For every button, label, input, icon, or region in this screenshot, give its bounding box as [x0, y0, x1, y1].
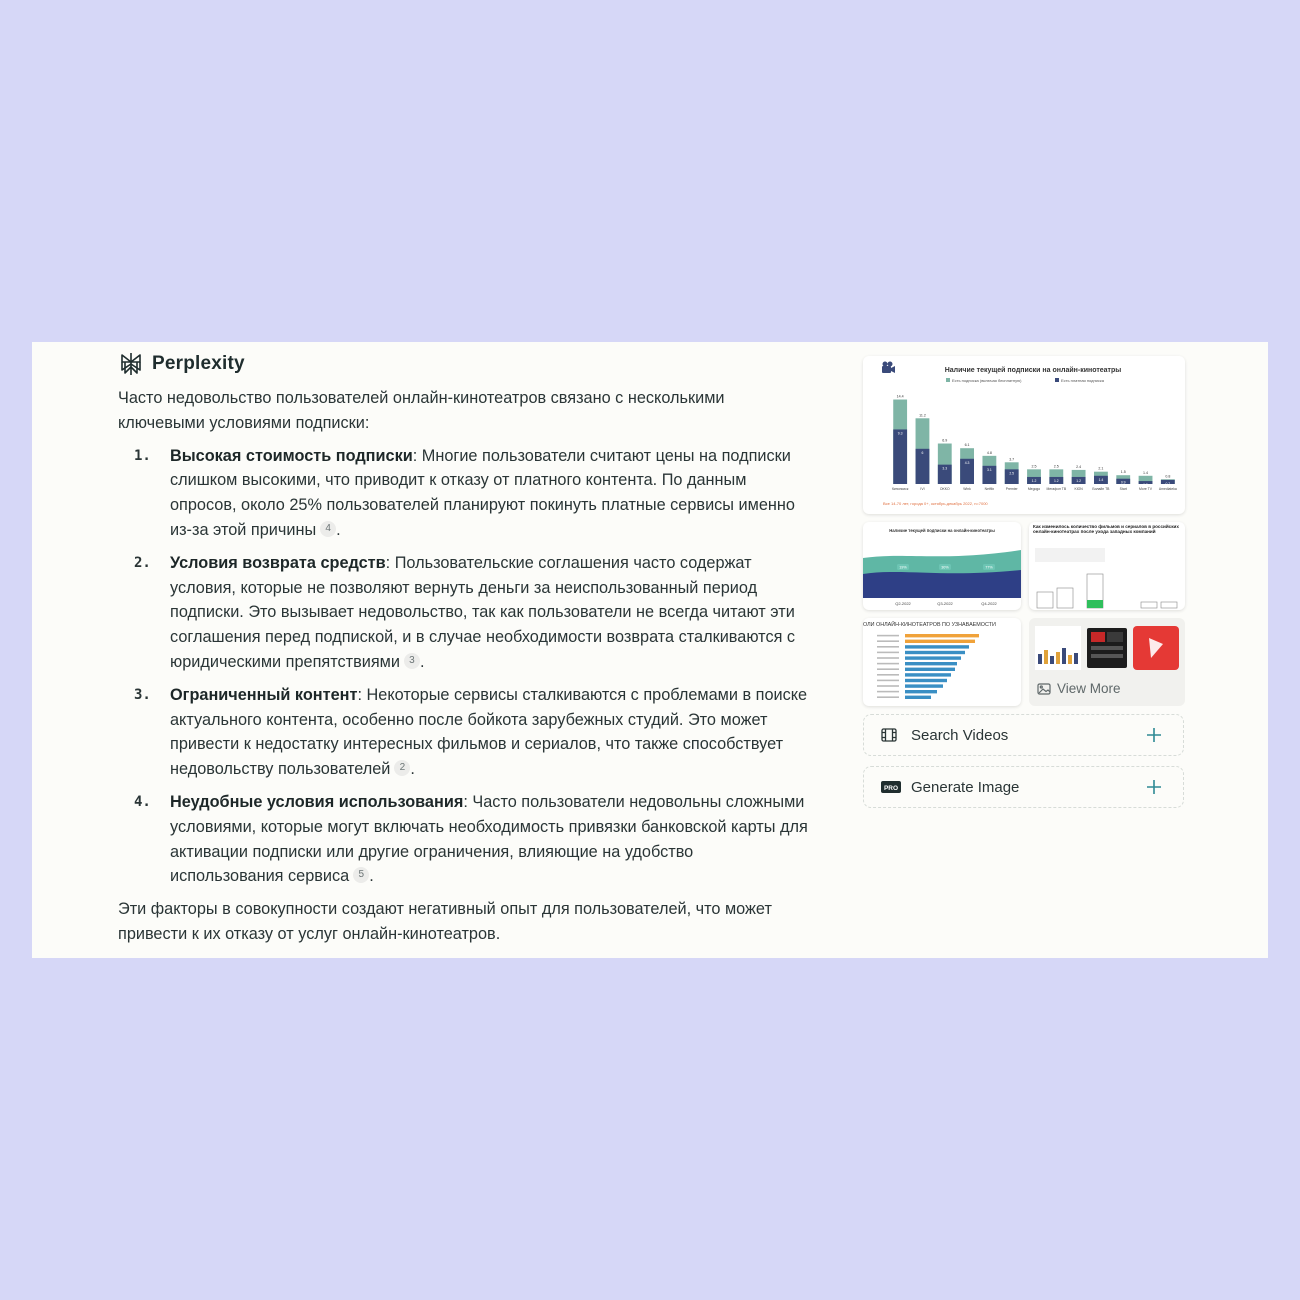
- bar-value-label: 3.7: [1009, 457, 1015, 462]
- bar-value-label: 14.4: [896, 394, 904, 399]
- category-label: KION: [1074, 487, 1083, 491]
- bar-value-label: 11.2: [919, 413, 926, 418]
- search-videos-label: Search Videos: [911, 726, 1009, 744]
- bar-value-label: 1.2: [1031, 478, 1037, 483]
- citation-badge[interactable]: 5: [353, 867, 369, 883]
- list-text: : Некоторые сервисы сталкиваются с проблемами в поиске актуального контента, особенно после бойкота зарубежных студий. Это может привести к недостатку интересных фильмов и сериалов, что также способствует недовольству пользователей: [170, 685, 808, 779]
- view-more-label: View More: [1057, 681, 1121, 696]
- image-icon: [1037, 683, 1051, 695]
- bar-value-label: 4.3: [964, 460, 970, 465]
- thumb3-bar: [1141, 602, 1157, 608]
- perplexity-logo-icon: [120, 352, 142, 376]
- list-text: : Часто пользователи недовольны сложными условиями, которые могут включать необходимость привязки банковской карты для активации подписки или другие ограничения, влияющие на удобство использования сервиса: [170, 792, 808, 886]
- hbar: [905, 684, 943, 687]
- chart-source-note: Все 14-70 лет, города 0+, октябрь-декабрь 2022, n=7000: [883, 501, 988, 506]
- category-label: Мегафон ТВ: [1046, 487, 1067, 491]
- bar-value-label: 1.4: [1098, 477, 1104, 482]
- list-term: Высокая стоимость подписки: [170, 446, 413, 465]
- answer-intro: Часто недовольство пользователей онлайн-кинотеатров связано с несколькими ключевыми условиями подписки:: [118, 389, 725, 432]
- hbar: [905, 640, 975, 643]
- bar-value-label: 0.9: [1120, 480, 1126, 485]
- hbar-label-placeholder: [877, 691, 899, 693]
- category-label: Megogo: [1027, 487, 1041, 491]
- brand-header: [120, 352, 245, 376]
- list-text: : Многие пользователи считают цены на подписки слишком высокими, что приводит к отказу от платного контента. По данным опросов, около 25% пользователей планируют покинуть платные сервисы именно из-за этой причины: [170, 446, 795, 539]
- category-label: Netflix: [984, 487, 995, 491]
- bar-value-label: 0.8: [1165, 474, 1171, 479]
- hbar: [905, 634, 979, 637]
- pro-badge-icon: [881, 781, 903, 793]
- bar-value-label: 2.5: [1053, 464, 1059, 469]
- preview-mini-bar: [1062, 648, 1066, 664]
- bar-value-label: 1.4: [1143, 470, 1149, 475]
- preview-app-tile: [1091, 632, 1105, 642]
- hbar-label-placeholder: [877, 674, 899, 676]
- legend-free: Есть подписка (включая бесплатную): [952, 378, 1022, 383]
- list-number: 2.: [134, 554, 151, 571]
- bar-value-label: 2.5: [1031, 464, 1037, 469]
- preview-app-row: [1091, 646, 1123, 650]
- hbar-label-placeholder: [877, 635, 899, 637]
- list-text: : Пользовательские соглашения часто содержат условия, которые не позволяют вернуть деньги за неиспользованный период подписки. Это вызывает недовольство, так как пользователи не всегда читают эти соглашения перед подпиской, и в случае необходимости возврата сталкиваются с юридическими препятствиями: [170, 553, 796, 671]
- period-label: Q3-2022: [937, 601, 953, 606]
- bar-value-label: 2.1: [1098, 466, 1104, 471]
- subscription-bar-chart: [863, 356, 1185, 514]
- bar-value-label: 0.5: [1143, 483, 1148, 488]
- area-value-label: 77%: [985, 565, 993, 570]
- image-thumbnail-content-change[interactable]: [1029, 522, 1185, 610]
- thumb3-bar: [1037, 592, 1053, 608]
- bar-value-label: 3.1: [987, 467, 992, 472]
- thumb3-bar: [1161, 602, 1177, 608]
- category-label: Wink: [963, 487, 971, 491]
- list-item: 3. Ограниченный контент: Некоторые сервисы сталкиваются с проблемами в поиске актуального контента, особенно после бойкота зарубежных студий. Это может привести к недостатку интересных фильмов и сериалов, что также способствует недовольству пользователей 2 .: [118, 683, 808, 782]
- category-label: Start: [1119, 487, 1127, 491]
- list-item: 1. Высокая стоимость подписки: Многие пользователи считают цены на подписки слишком высокими, что приводит к отказу от платного контента. По данным опросов, около 25% пользователей планируют покинуть платные сервисы именно из-за этой причины 4 .: [118, 444, 808, 543]
- hbar-label-placeholder: [877, 657, 899, 659]
- preview-mini-bar: [1056, 652, 1060, 664]
- bar-value-label: 6: [921, 450, 924, 455]
- answer-panel: [32, 342, 1268, 958]
- bar-value-label: 1.2: [1053, 478, 1059, 483]
- film-icon: [881, 728, 903, 742]
- pro-badge-text: PRO: [883, 784, 899, 792]
- category-label: More TV: [1139, 487, 1153, 491]
- generate-image-label: Generate Image: [911, 778, 1020, 796]
- hbar-label-placeholder: [877, 696, 899, 698]
- list-term: Условия возврата средств: [170, 553, 386, 572]
- answer-body: [118, 386, 808, 947]
- preview-mini-bar: [1038, 654, 1042, 664]
- thumb3-bar: [1057, 588, 1073, 608]
- hbar: [905, 696, 931, 699]
- plus-icon[interactable]: [1143, 776, 1165, 798]
- awareness-bar-chart: [863, 618, 1021, 706]
- list-number: 3.: [134, 686, 151, 703]
- hbar-label-placeholder: [877, 680, 899, 682]
- search-videos-button[interactable]: [863, 714, 1184, 756]
- generate-image-button[interactable]: [863, 766, 1184, 808]
- period-label: Q2-2022: [895, 601, 911, 606]
- list-term: Неудобные условия использования: [170, 792, 464, 811]
- image-thumbnail-area-chart[interactable]: [863, 522, 1021, 610]
- hbar: [905, 668, 955, 671]
- answer-list: [118, 444, 808, 890]
- preview-mini-bar: [1050, 656, 1054, 664]
- hbar-label-placeholder: [877, 668, 899, 670]
- area-value-label: 19%: [899, 565, 907, 570]
- citation-badge[interactable]: 4: [320, 521, 336, 537]
- bar-paid: [893, 429, 907, 484]
- list-item: 2. Условия возврата средств: Пользовательские соглашения часто содержат условия, которые не позволяют вернуть деньги за неиспользованный период подписки. Это вызывает недовольство, так как пользователи не всегда читают эти соглашения перед подпиской, и в случае необходимости возврата сталкиваются с юридическими препятствиями 3 .: [118, 551, 808, 675]
- preview-mini-bar: [1074, 653, 1078, 664]
- bar-value-label: 1.2: [1076, 478, 1081, 483]
- hbar: [905, 690, 937, 693]
- view-more-button[interactable]: [1037, 681, 1121, 696]
- image-thumbnail-main-chart[interactable]: [863, 356, 1185, 514]
- bar-value-label: 2.4: [1076, 464, 1082, 469]
- list-item: 4. Неудобные условия использования: Часто пользователи недовольны сложными условиями, которые могут включать необходимость привязки банковской карты для активации подписки или другие ограничения, влияющие на удобство использования сервиса 5 .: [118, 790, 808, 889]
- bar-value-label: 1.5: [1120, 470, 1126, 475]
- citation-badge[interactable]: 2: [394, 760, 410, 776]
- hbar: [905, 673, 951, 676]
- hbar: [905, 651, 965, 654]
- area-lower: [863, 570, 1021, 598]
- citation-badge[interactable]: 3: [404, 653, 420, 669]
- preview-app-row: [1091, 654, 1123, 658]
- hbar: [905, 656, 961, 659]
- view-more-tile[interactable]: [1029, 618, 1185, 706]
- hbar-label-placeholder: [877, 640, 899, 642]
- bar-value-label: 9.3: [897, 431, 903, 436]
- content-change-chart: [1029, 522, 1185, 610]
- thumb3-text-block: [1035, 548, 1105, 562]
- chart-title: Наличие текущей подписки на онлайн-кинотеатры: [944, 367, 1122, 374]
- legend-swatch-free: [946, 378, 950, 382]
- hbar: [905, 679, 947, 682]
- thumb4-title: ОЛИ ОНЛАЙН-КИНОТЕАТРОВ ПО УЗНАВАЕМОСТИ: [863, 622, 996, 628]
- preview-mini-bar: [1068, 655, 1072, 664]
- category-label: OKKO: [939, 487, 950, 491]
- list-number: 4.: [134, 793, 151, 810]
- preview-app-tile: [1107, 632, 1123, 642]
- subscription-area-chart: [863, 522, 1021, 610]
- bar-value-label: 3.3: [942, 466, 948, 471]
- list-number: 1.: [134, 447, 151, 464]
- plus-icon[interactable]: [1143, 724, 1165, 746]
- category-label: Amediateka: [1158, 487, 1177, 491]
- legend-paid: Есть платная подписка: [1061, 378, 1104, 383]
- bar-value-label: 2.5: [1009, 471, 1015, 476]
- hbar-label-placeholder: [877, 663, 899, 665]
- list-term: Ограниченный контент: [170, 685, 358, 704]
- bar-value-label: 0.7: [1165, 481, 1171, 486]
- hbar-label-placeholder: [877, 652, 899, 654]
- bar-value-label: 6.9: [942, 438, 948, 443]
- bar-value-label: 6.1: [964, 443, 970, 448]
- category-label: IVI: [920, 487, 925, 491]
- legend-swatch-paid: [1055, 378, 1059, 382]
- hbar: [905, 645, 969, 648]
- period-label: Q4-2022: [981, 601, 997, 606]
- category-label: Кинопоиск: [891, 487, 909, 491]
- brand-name: Perplexity: [152, 353, 245, 374]
- hbar: [905, 662, 957, 665]
- bar-value-label: 4.8: [986, 450, 992, 455]
- thumb2-title: Наличие текущей подписки на онлайн-кинотеатры: [889, 528, 995, 533]
- hbar-label-placeholder: [877, 685, 899, 687]
- category-label: Билайн ТВ: [1092, 487, 1110, 491]
- hbar-label-placeholder: [877, 646, 899, 648]
- area-value-label: 30%: [941, 565, 949, 570]
- category-label: Premier: [1005, 487, 1018, 491]
- answer-conclusion: Эти факторы в совокупности создают негативный опыт для пользователей, что может привести к их отказу от услуг онлайн-кинотеатров.: [118, 900, 772, 943]
- view-more-preview: [1029, 618, 1185, 678]
- thumb3-title: Как изменилось количество фильмов и сериалов в российских онлайн-кинотеатрах после ухода западных компаний: [1033, 524, 1179, 535]
- image-thumbnail-awareness[interactable]: [863, 618, 1021, 706]
- camera-icon: [882, 362, 895, 374]
- thumb3-bar-highlight: [1087, 600, 1103, 608]
- preview-mini-bar: [1044, 650, 1048, 664]
